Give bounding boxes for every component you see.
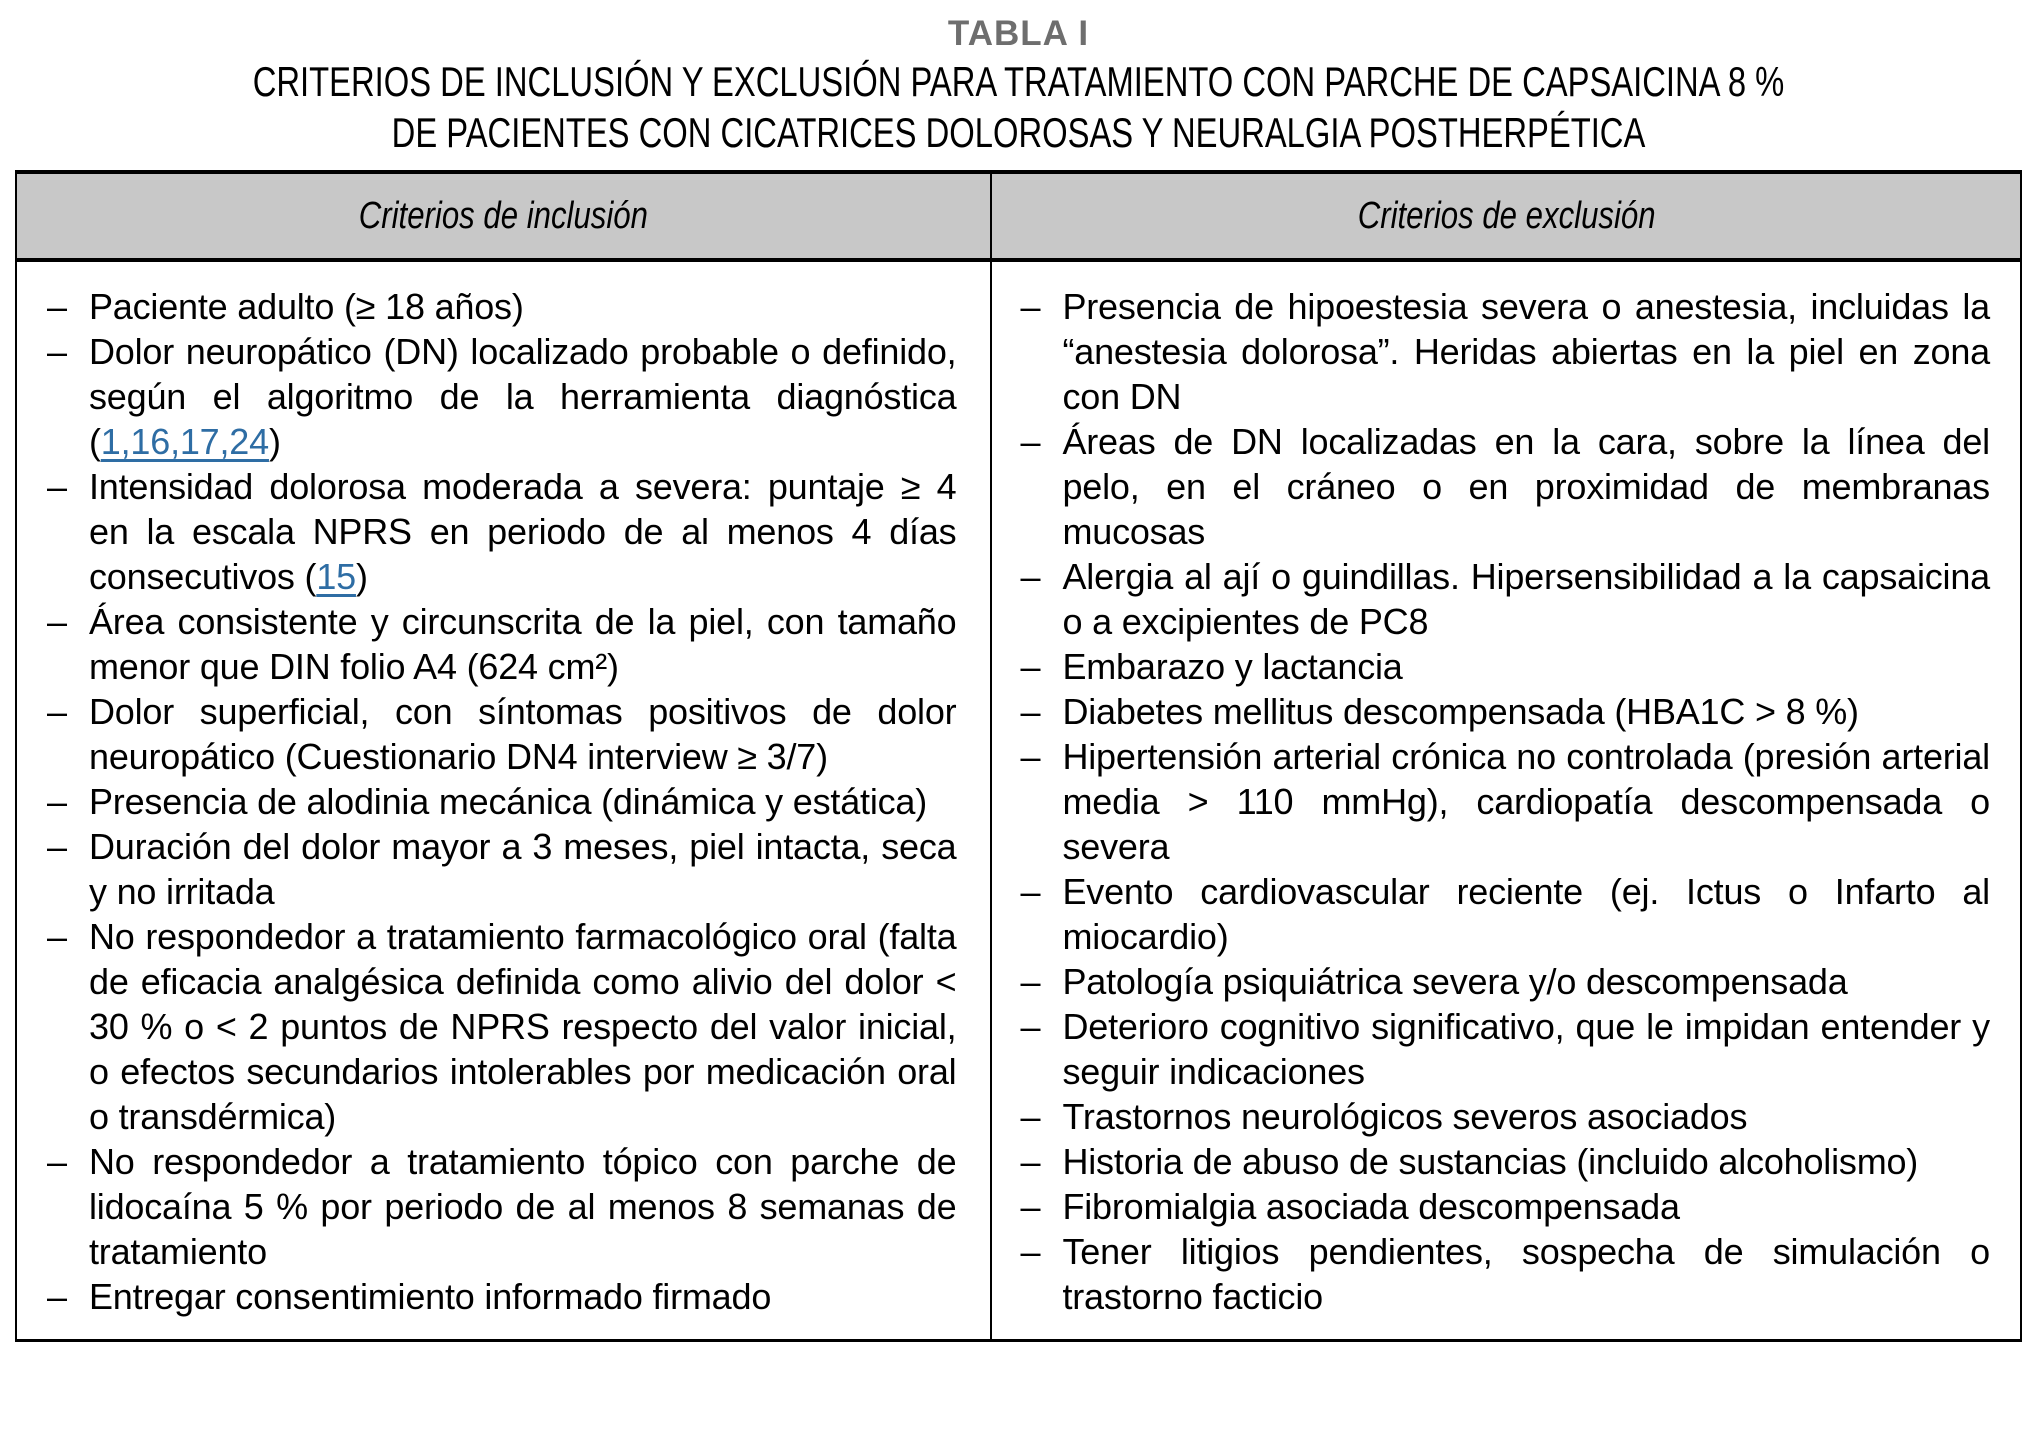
dash-bullet: – xyxy=(47,781,67,822)
table-header-row xyxy=(17,174,2020,262)
criteria-item: – Paciente adulto (≥ 18 años) xyxy=(47,286,524,327)
exclusion-list xyxy=(992,262,2020,1339)
criteria-item: – Intensidad dolorosa moderada a severa: puntaje ≥ 4 en la escala NPRS en periodo de al menos 4 días consecutivos (15) xyxy=(47,466,957,597)
criteria-item: – Trastornos neurológicos severos asociados xyxy=(1020,1096,1748,1137)
table-label: TABLA I xyxy=(947,14,1090,53)
criteria-item: – Tener litigios pendientes, sospecha de simulación o trastorno facticio xyxy=(1020,1231,1990,1317)
criteria-item: – Áreas de DN localizadas en la cara, sobre la línea del pelo, en el cráneo o en proximidad de membranas mucosas xyxy=(1020,421,1990,552)
dash-bullet: – xyxy=(47,286,67,327)
dash-bullet: – xyxy=(1020,421,1041,462)
criteria-table xyxy=(15,170,2022,1342)
criteria-item: – Diabetes mellitus descompensada (HBA1C > 8 %) xyxy=(1020,691,1859,732)
dash-bullet: – xyxy=(1020,286,1041,327)
criteria-item: – Alergia al ají o guindillas. Hipersensibilidad a la capsaicina o a excipientes de PC8 xyxy=(1020,556,1990,642)
reference-link[interactable]: 15 xyxy=(316,556,356,597)
dash-bullet: – xyxy=(47,466,67,507)
dash-bullet: – xyxy=(1020,646,1041,687)
criteria-item: – Entregar consentimiento informado firmado xyxy=(47,1276,772,1317)
table-title-line-2: DE PACIENTES CON CICATRICES DOLOROSAS Y NEURALGIA POSTHERPÉTICA xyxy=(391,109,1646,156)
criteria-item: – Duración del dolor mayor a 3 meses, piel intacta, seca y no irritada xyxy=(47,826,957,912)
header-criterios-exclusion xyxy=(992,174,2020,258)
dash-bullet: – xyxy=(47,331,67,372)
inclusion-list xyxy=(17,262,990,1339)
criteria-item: – Área consistente y circunscrita de la piel, con tamaño menor que DIN folio A4 (624 cm²) xyxy=(47,601,957,687)
dash-bullet: – xyxy=(1020,1231,1041,1272)
criteria-item: – Deterioro cognitivo significativo, que le impidan entender y seguir indicaciones xyxy=(1020,1006,1990,1092)
criteria-item: – Embarazo y lactancia xyxy=(1020,646,1403,687)
dash-bullet: – xyxy=(1020,736,1041,777)
dash-bullet: – xyxy=(1020,1096,1041,1137)
header-inclusion-label: Criterios de inclusión xyxy=(359,194,649,237)
exclusion-cell xyxy=(992,262,2020,1339)
reference-link[interactable]: 1,16,17,24 xyxy=(100,421,269,462)
dash-bullet: – xyxy=(47,916,67,957)
criteria-item: – Evento cardiovascular reciente (ej. Ictus o Infarto al miocardio) xyxy=(1020,871,1990,957)
dash-bullet: – xyxy=(47,691,67,732)
criteria-item: – Patología psiquiátrica severa y/o descompensada xyxy=(1020,961,1848,1002)
dash-bullet: – xyxy=(1020,871,1041,912)
dash-bullet: – xyxy=(47,1141,67,1182)
inclusion-cell xyxy=(17,262,992,1339)
criteria-item: – Presencia de alodinia mecánica (dinámica y estática) xyxy=(47,781,928,822)
dash-bullet: – xyxy=(1020,556,1041,597)
criteria-item: – Dolor neuropático (DN) localizado probable o definido, según el algoritmo de la herramienta diagnóstica (1,16,17,24) xyxy=(47,331,957,462)
header-exclusion-label: Criterios de exclusión xyxy=(1357,194,1656,237)
criteria-item: – Historia de abuso de sustancias (incluido alcoholismo) xyxy=(1020,1141,1919,1182)
dash-bullet: – xyxy=(1020,1186,1041,1227)
table-title-line-1: CRITERIOS DE INCLUSIÓN Y EXCLUSIÓN PARA TRATAMIENTO CON PARCHE DE CAPSAICINA 8 % xyxy=(252,58,1785,105)
dash-bullet: – xyxy=(47,601,67,642)
table-caption xyxy=(0,0,2037,158)
dash-bullet: – xyxy=(1020,961,1041,1002)
dash-bullet: – xyxy=(47,826,67,867)
dash-bullet: – xyxy=(1020,1006,1041,1047)
criteria-item: – Fibromialgia asociada descompensada xyxy=(1020,1186,1680,1227)
criteria-item: – No respondedor a tratamiento farmacológico oral (falta de eficacia analgésica definida como alivio del dolor < 30 % o < 2 puntos de NPRS respecto del valor inicial, o efectos secundarios intolerables por medicación oral o transdérmica) xyxy=(47,916,957,1137)
criteria-item: – No respondedor a tratamiento tópico con parche de lidocaína 5 % por periodo de al menos 8 semanas de tratamiento xyxy=(47,1141,957,1272)
table-body-row xyxy=(17,262,2020,1339)
criteria-item: – Dolor superficial, con síntomas positivos de dolor neuropático (Cuestionario DN4 interview ≥ 3/7) xyxy=(47,691,957,777)
dash-bullet: – xyxy=(1020,1141,1041,1182)
dash-bullet: – xyxy=(47,1276,67,1317)
dash-bullet: – xyxy=(1020,691,1041,732)
criteria-item: – Hipertensión arterial crónica no controlada (presión arterial media > 110 mmHg), cardiopatía descompensada o severa xyxy=(1020,736,1990,867)
header-criterios-inclusion xyxy=(17,174,992,258)
criteria-item: – Presencia de hipoestesia severa o anestesia, incluidas la “anestesia dolorosa”. Heridas abiertas en la piel en zona con DN xyxy=(1020,286,1990,417)
